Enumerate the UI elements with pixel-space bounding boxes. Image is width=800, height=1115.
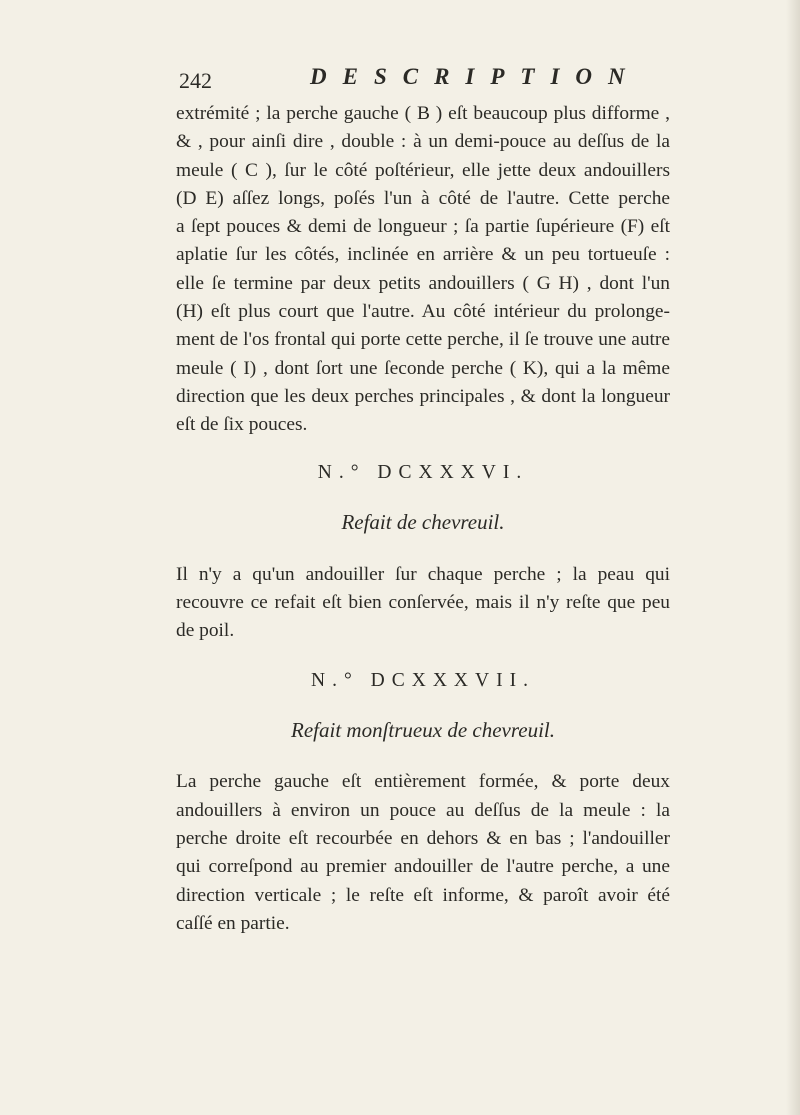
text-line: La perche gauche eſt entièrement formée, & porte deux [176,771,670,793]
text-line: extrémité ; la perche gauche ( B ) eſt beaucoup plus difforme , [176,103,670,124]
text-line: meule ( I) , dont ſort une ſeconde perche ( K), qui a la même [176,357,670,379]
text-line: de poil. [176,620,235,642]
text-line: direction verticale ; le reſte eſt informe, & paroît avoir été [176,884,670,906]
entry-title: Refait monſtrueux de chevreuil. [291,718,555,743]
page-edge-shadow [786,0,800,1115]
text-line: & , pour ainſi dire , double : à un demi-pouce au deſſus de la [176,131,670,153]
entry-637 [176,667,670,938]
text-line: qui correſpond au premier andouiller de l'autre perche, a une [176,856,670,878]
running-head-title: DESCRIPTION [310,64,641,89]
entry-paragraph [176,768,670,938]
entry-number: N.° DCXXXVII. [311,670,535,692]
running-head [176,64,670,100]
text-line: a ſept pouces & demi de longueur ; ſa partie ſupérieure (F) eſt [176,216,670,238]
entry-paragraph [176,561,670,646]
text-line: meule ( C ), ſur le côté poſtérieur, elle jette deux andouillers [176,159,670,181]
page-content [176,64,670,938]
text-line: perche droite eſt recourbée en dehors & en bas ; l'andouiller [176,828,670,850]
page-number: 242 [179,68,212,93]
text-line: (D E) aſſez longs, poſés l'un à côté de l'autre. Cette perche [176,187,670,209]
text-line: Il n'y a qu'un andouiller ſur chaque perche ; la peau qui [176,563,670,585]
text-line: elle ſe termine par deux petits andouillers ( G H) , dont l'un [176,272,670,294]
text-line: andouillers à environ un pouce au deſſus de la meule : la [176,799,670,821]
text-line: (H) eſt plus court que l'autre. Au côté intérieur du prolonge- [176,301,670,323]
text-line: eſt de ſix pouces. [176,414,308,436]
text-line: direction que les deux perches principales , & dont la longueur [176,385,670,407]
text-line: ment de l'os frontal qui porte cette perche, il ſe trouve une autre [176,329,670,351]
text-line: recouvre ce refait eſt bien conſervée, mais il n'y reſte que peu [176,591,670,613]
entry-title: Refait de chevreuil. [341,509,505,534]
entry-number: N.° DCXXXVI. [317,461,529,483]
entry-636 [176,459,670,646]
intro-paragraph [176,100,670,440]
text-line: aplatie ſur les côtés, inclinée en arrière & un peu tortueuſe : [176,244,670,266]
text-line: caſſé en partie. [176,912,290,934]
